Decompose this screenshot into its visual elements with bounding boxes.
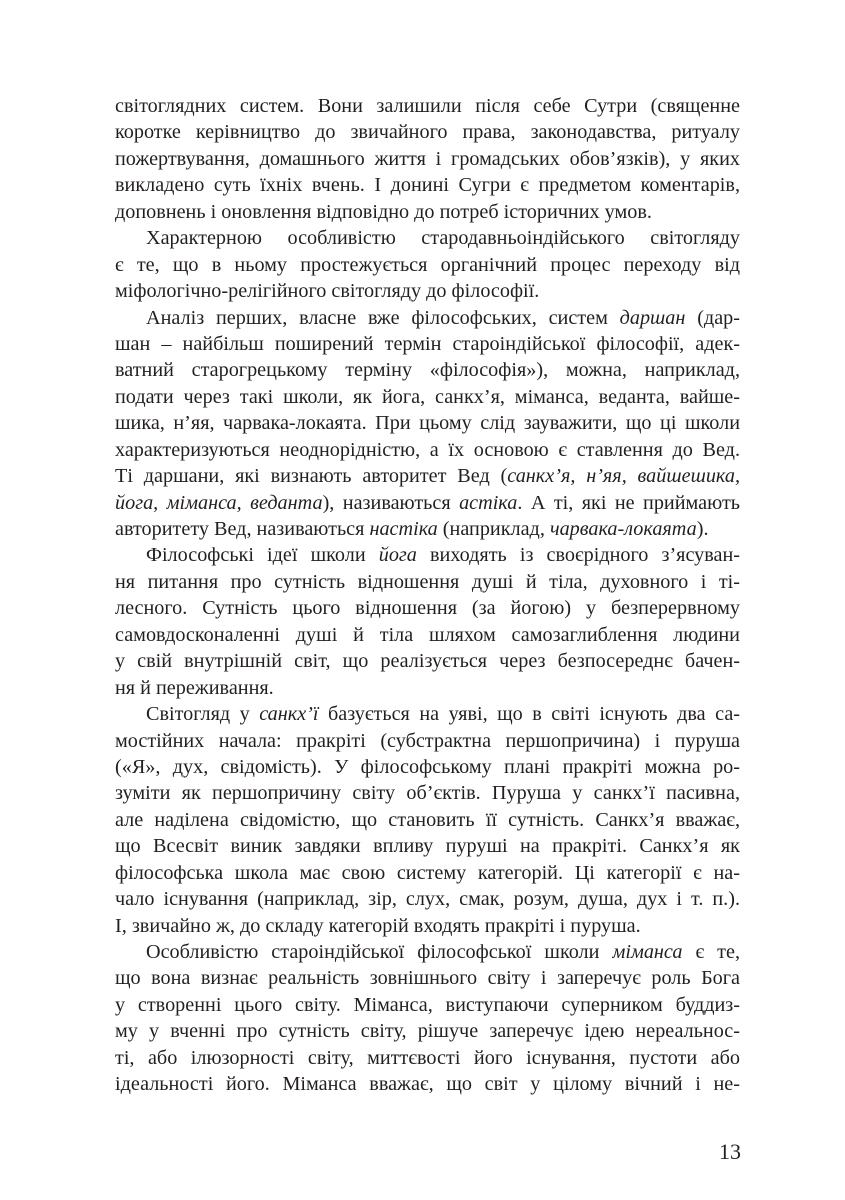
- text-run: шика, н’яя, чарвака-локаята. При цьому слід зауважити, що ці школи: [115, 412, 740, 435]
- text-line: [115, 860, 740, 886]
- text-run: доповнень і оновлення відповідно до потреб історичних умов.: [115, 200, 652, 223]
- text-run: ).: [696, 518, 709, 540]
- italic-term: санкх’я, н’яя, вайшешика,: [507, 465, 740, 488]
- text-run: Характерною особливістю стародавньоіндійського світогляду: [146, 227, 740, 250]
- text-line: [115, 516, 740, 542]
- text-run: світоглядних систем. Вони залишили після себе Сутри (священне: [115, 95, 740, 117]
- text-line: [115, 252, 740, 278]
- italic-term: санкх’ї: [259, 703, 319, 726]
- text-line: [115, 1018, 740, 1044]
- body-text: [115, 93, 740, 1098]
- text-line: [115, 305, 740, 331]
- text-line: [115, 119, 740, 145]
- text-run: Світогляд у: [146, 703, 260, 726]
- text-line: [115, 490, 740, 516]
- text-run: є те, що в ньому простежується органічний процес переходу від: [115, 253, 740, 276]
- text-line: [115, 992, 740, 1018]
- text-run: подати через такі школи, як йога, санкх’я, міманса, веданта, вайше-: [115, 385, 740, 408]
- text-run: лесного. Сутність цього відношення (за йогою) у безперервному: [115, 597, 740, 620]
- text-run: І, звичайно ж, до складу категорій входять пракріті і пуруша.: [115, 914, 641, 937]
- text-line: [115, 199, 740, 225]
- text-line: [115, 965, 740, 991]
- text-run: чало існування (наприклад, зір, слух, смак, розум, душа, дух і т. п.).: [115, 888, 740, 911]
- text-run: коротке керівництво до звичайного права, законодавства, ритуалу: [115, 121, 740, 144]
- text-line: [115, 172, 740, 198]
- text-line: [115, 542, 740, 568]
- text-line: [115, 410, 740, 436]
- text-line: [115, 648, 740, 674]
- italic-term: йога: [378, 544, 417, 567]
- text-run: виходять із своєрідного з’ясуван-: [416, 544, 740, 567]
- text-run: що Всесвіт виник завдяки впливу пуруші на пракріті. Санкх’я як: [115, 835, 740, 858]
- text-run: у свій внутрішній світ, що реалізується через безпосереднє бачен-: [115, 650, 740, 673]
- text-line: [115, 886, 740, 912]
- text-run: викладено суть їхніх вчень. І донині Сугри є предметом коментарів,: [115, 174, 740, 197]
- text-run: . А ті, які не приймають: [517, 491, 740, 514]
- text-run: («Я», дух, свідомість). У філософському плані пракріті можна ро-: [115, 755, 740, 778]
- text-line: [115, 384, 740, 410]
- text-line: [115, 1045, 740, 1071]
- text-line: [115, 331, 740, 357]
- text-line: [115, 754, 740, 780]
- text-run: базується на уяві, що в світі існують два са-: [318, 703, 740, 726]
- text-run: характеризуються неоднорідністю, а їх основою є ставлення до Вед.: [115, 438, 740, 461]
- page-number: 13: [719, 1139, 741, 1164]
- text-run: ), називаються: [322, 491, 460, 514]
- italic-term: настіка: [369, 518, 438, 540]
- text-run: ті, або ілюзорності світу, миттєвості його існування, пустоти або: [115, 1046, 740, 1069]
- text-run: мостійних начала: пракріті (субстрактна першопричина) і пуруша: [115, 729, 740, 752]
- text-run: ня й переживання.: [115, 676, 274, 699]
- italic-term: даршан: [619, 306, 686, 329]
- text-run: ватний старогрецькому терміну «філософія»), можна, наприклад,: [115, 359, 740, 382]
- text-run: шан – найбільш поширений термін староіндійської філософії, адек-: [115, 332, 740, 355]
- text-line: [115, 463, 740, 489]
- text-run: але наділена свідомістю, що становить її сутність. Санкх’я вважає,: [115, 808, 740, 831]
- text-line: [115, 357, 740, 383]
- text-run: ідеальності його. Міманса вважає, що світ у цілому вічний і не-: [115, 1073, 740, 1096]
- text-line: [115, 93, 740, 119]
- text-run: у створенні цього світу. Міманса, виступаючи суперником буддиз-: [115, 993, 740, 1016]
- text-line: [115, 675, 740, 701]
- text-line: [115, 913, 740, 939]
- text-line: [115, 146, 740, 172]
- italic-term: йога, міманса, веданта: [115, 491, 323, 514]
- text-run: Особливістю староіндійської філософської школи: [146, 941, 613, 963]
- text-run: ня питання про сутність відношення душі й тіла, духовного і ті-: [115, 570, 740, 593]
- text-line: [115, 728, 740, 754]
- italic-term: чарвака-локаята: [549, 518, 697, 540]
- text-run: міфологічно-релігійного світогляду до філософії.: [115, 280, 540, 303]
- text-run: (дар-: [685, 306, 740, 329]
- text-line: [115, 278, 740, 304]
- text-run: філософська школа має свою систему категорій. Ці категорії є на-: [115, 861, 740, 884]
- text-run: є те,: [682, 941, 740, 963]
- text-run: зуміти як першопричину світу об’єктів. Пуруша у санкх’ї пасивна,: [115, 782, 740, 805]
- text-run: Ті даршани, які визнають авторитет Вед (: [115, 465, 508, 488]
- text-run: що вона визнає реальність зовнішнього світу і заперечує роль Бога: [115, 967, 740, 990]
- text-line: [115, 622, 740, 648]
- text-line: [115, 833, 740, 859]
- text-line: [115, 807, 740, 833]
- text-line: [115, 939, 740, 965]
- text-line: [115, 595, 740, 621]
- text-line: [115, 569, 740, 595]
- text-line: [115, 437, 740, 463]
- italic-term: астіка: [459, 491, 518, 514]
- italic-term: міманса: [612, 941, 683, 963]
- text-line: [115, 780, 740, 806]
- text-run: самовдосконаленні душі й тіла шляхом самозаглиблення людини: [115, 623, 740, 646]
- text-line: [115, 701, 740, 727]
- text-line: [115, 225, 740, 251]
- text-run: Аналіз перших, власне вже філософських, систем: [146, 306, 620, 329]
- text-line: [115, 1071, 740, 1097]
- text-run: Філософські ідеї школи: [146, 544, 379, 567]
- text-run: (наприклад,: [437, 518, 550, 540]
- text-run: му у вченні про сутність світу, рішуче заперечує ідею нереальнос-: [115, 1020, 740, 1043]
- text-run: авторитету Вед, називаються: [115, 518, 370, 540]
- text-run: пожертвування, домашнього життя і громадських обов’язків), у яких: [115, 147, 740, 170]
